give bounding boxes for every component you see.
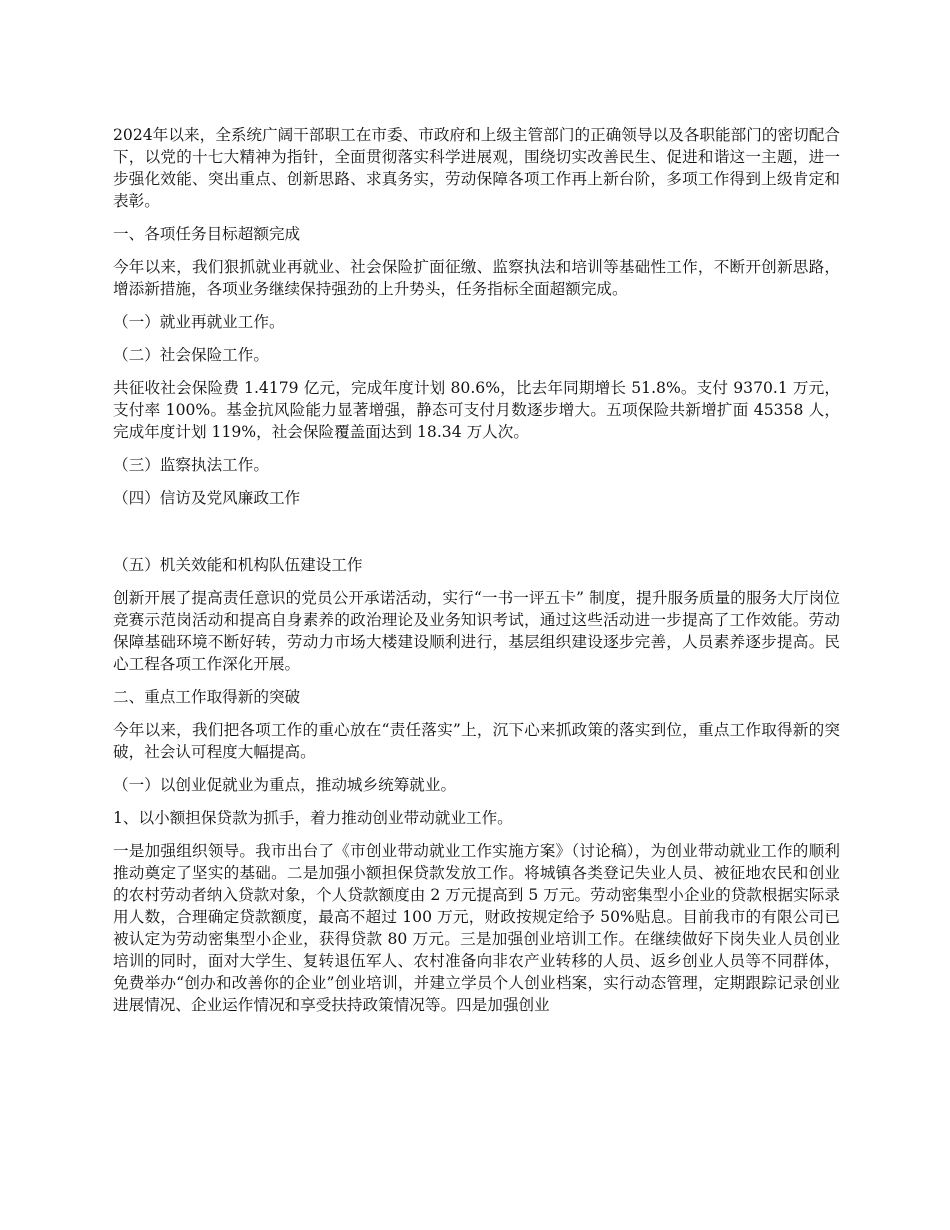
blank-gap <box>113 520 840 554</box>
subheading-petition: （四）信访及党风廉政工作 <box>113 489 301 507</box>
intro-paragraph: 2024年以来，全系统广阔干部职工在市委、市政府和上级主管部门的正确领导以及各职能部门的密切配合下，以党的十七大精神为指针，全面贯彻落实科学进展观，围绕切实改善民生、促进和谐这一主题，进一步强化效能、突出重点、创新思路、求真务实，劳动保障各项工作再上新台阶，多项工作得到上级肯定和表彰。 <box>113 126 840 210</box>
subheading-social-insurance: （二）社会保险工作。 <box>113 346 269 364</box>
social-insurance-paragraph: 共征收社会保险费 1.4179 亿元，完成年度计划 80.6%，比去年同期增长 51.8%。支付 9370.1 万元，支付率 100%。基金抗风险能力显著增强，静态可支付月数逐步增大。五项保险共新增扩面 45358 人，完成年度计划 119%，社会保险覆盖面达到 18.34 万人次。 <box>113 379 840 441</box>
subheading-inspection: （三）监察执法工作。 <box>113 456 269 474</box>
document-page <box>113 124 840 1027</box>
item-heading-loans: 1、以小额担保贷款为抓手，着力推动创业带动就业工作。 <box>113 809 513 827</box>
section-heading-1: 一、各项任务目标超额完成 <box>113 225 301 243</box>
efficiency-paragraph: 创新开展了提高责任意识的党员公开承诺活动，实行“一书一评五卡” 制度，提升服务质量的服务大厅岗位竞赛示范岗活动和提高自身素养的政治理论及业务知识考试，通过这些活动进一步提高了工作效能。劳动保障基础环境不断好转，劳动力市场大楼建设顺利进行，基层组织建设逐步完善，人员素养逐步提高。民心工程各项工作深化开展。 <box>113 589 840 673</box>
subheading-entrepreneurship: （一）以创业促就业为重点，推动城乡统筹就业。 <box>113 776 457 794</box>
section-2-paragraph: 今年以来，我们把各项工作的重心放在“责任落实”上，沉下心来抓政策的落实到位，重点工作取得新的突破，社会认可程度大幅提高。 <box>113 721 840 761</box>
subheading-efficiency: （五）机关效能和机构队伍建设工作 <box>113 556 363 574</box>
section-heading-2: 二、重点工作取得新的突破 <box>113 688 301 706</box>
loans-paragraph: 一是加强组织领导。我市出台了《市创业带动就业工作实施方案》（讨论稿），为创业带动就业工作的顺利推动奠定了坚实的基础。二是加强小额担保贷款发放工作。将城镇各类登记失业人员、被征地农民和创业的农村劳动者纳入贷款对象，个人贷款额度由 2 万元提高到 5 万元。劳动密集型小企业的贷款根据实际录用人数，合理确定贷款额度，最高不超过 100 万元，财政按规定给予 50%贴息。目前我市的有限公司已被认定为劳动密集型小企业，获得贷款 80 万元。三是加强创业培训工作。在继续做好下岗失业人员创业培训的同时，面对大学生、复转退伍军人、农村准备向非农产业转移的人员、返乡创业人员等不同群体，免费举办“创办和改善你的企业”创业培训，并建立学员个人创业档案，实行动态管理，定期跟踪记录创业进展情况、企业运作情况和享受扶持政策情况等。四是加强创业 <box>113 842 840 1014</box>
subheading-employment: （一）就业再就业工作。 <box>113 313 285 331</box>
section-1-paragraph: 今年以来，我们狠抓就业再就业、社会保险扩面征缴、监察执法和培训等基础性工作，不断开创新思路，增添新措施，各项业务继续保持强劲的上升势头，任务指标全面超额完成。 <box>113 258 840 298</box>
